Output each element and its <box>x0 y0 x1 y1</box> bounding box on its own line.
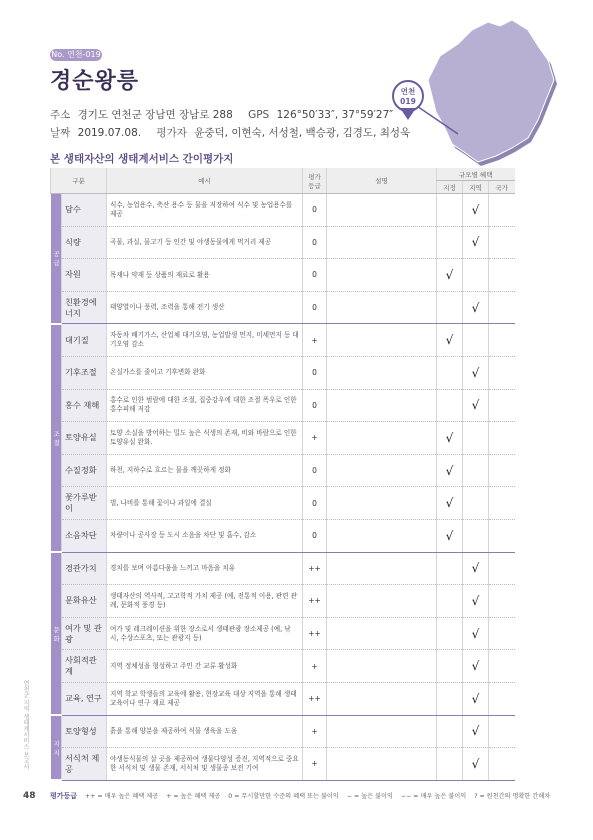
scale-country-cell <box>489 226 515 259</box>
legend-item: + = 높은 혜택 제공 <box>166 793 221 800</box>
check-mark-icon: √ <box>445 528 454 543</box>
service-description <box>327 454 437 487</box>
service-example: 목재나 약재 등 상품의 재료로 활용 <box>107 259 303 292</box>
header-description: 설명 <box>327 168 437 194</box>
scale-national-cell <box>437 715 463 748</box>
service-name: 경관가치 <box>62 552 107 585</box>
service-description <box>327 552 437 585</box>
service-example: 식수, 농업용수, 축산 용수 등 물을 저장하여 식수 및 농업용수를 제공 <box>107 194 303 227</box>
scale-regional-cell <box>463 519 489 552</box>
scale-regional-cell <box>463 748 489 781</box>
service-description <box>327 324 437 357</box>
service-name: 소음차단 <box>62 519 107 552</box>
table-row <box>51 715 515 748</box>
legend-item: ++ = 매우 높은 혜택 제공 <box>85 793 159 800</box>
scale-national-cell <box>437 389 463 422</box>
service-grade: ++ <box>303 682 327 715</box>
table-row <box>51 324 515 357</box>
scale-national-cell <box>437 194 463 227</box>
service-example: 흙을 통해 양분을 제공하여 식물 생육을 도움 <box>107 715 303 748</box>
service-grade: + <box>303 715 327 748</box>
scale-country-cell <box>489 715 515 748</box>
scale-national-cell <box>437 617 463 650</box>
scale-regional-cell <box>463 356 489 389</box>
service-grade: 0 <box>303 259 327 292</box>
header-category: 구분 <box>51 168 107 194</box>
table-row <box>51 356 515 389</box>
asset-number-badge: No. 연천-019 <box>51 50 101 59</box>
header-scale-national: 지정 <box>437 181 463 194</box>
grade-legend <box>50 791 556 801</box>
section-title: 본 생태자산의 생태계서비스 간이평가지 <box>50 153 234 165</box>
service-grade: 0 <box>303 291 327 324</box>
service-description <box>327 748 437 781</box>
service-description <box>327 519 437 552</box>
scale-regional-cell <box>463 552 489 585</box>
service-grade: ++ <box>303 585 327 618</box>
service-example: 벌, 나비를 통해 꽃이나 과일에 결실 <box>107 487 303 520</box>
map-pin-label-2: 019 <box>400 97 416 106</box>
service-name: 홍수 재해 <box>62 389 107 422</box>
service-grade: ++ <box>303 552 327 585</box>
table-row <box>51 194 515 227</box>
scale-regional-cell <box>463 422 489 455</box>
service-example: 자동차 배기가스, 산업체 대기오염, 농업발생 먼지, 미세먼지 등 대기오염 감소 <box>107 324 303 357</box>
service-name: 친환경에너지 <box>62 291 107 324</box>
service-name: 사회적관계 <box>62 650 107 683</box>
scale-national-cell <box>437 748 463 781</box>
service-name: 교육, 연구 <box>62 682 107 715</box>
check-mark-icon: √ <box>471 724 480 739</box>
legend-item: −− = 매우 높은 불이익 <box>400 793 467 800</box>
service-example: 홍수로 인한 범람에 대한 조절, 집중강우에 대한 조절 폭우로 인한 홍수피해 저감 <box>107 389 303 422</box>
scale-country-cell <box>489 356 515 389</box>
date-line <box>50 125 410 140</box>
scale-country-cell <box>489 519 515 552</box>
scale-national-cell <box>437 552 463 585</box>
region-map-shape <box>428 20 554 162</box>
service-name: 기후조절 <box>62 356 107 389</box>
category-group-label: 조절 <box>51 324 62 552</box>
evaluator-label: 평가자 <box>156 127 187 139</box>
table-row <box>51 487 515 520</box>
scale-regional-cell <box>463 617 489 650</box>
check-mark-icon: √ <box>471 593 480 608</box>
legend-item: − = 높은 불이익 <box>346 793 393 800</box>
address-label: 주소 <box>50 109 71 121</box>
service-description <box>327 585 437 618</box>
table-row <box>51 585 515 618</box>
scale-national-cell <box>437 454 463 487</box>
header-example: 예시 <box>107 168 303 194</box>
service-description <box>327 487 437 520</box>
date-label: 날짜 <box>50 127 71 139</box>
scale-country-cell <box>489 552 515 585</box>
service-description <box>327 650 437 683</box>
grade-legend-label: 평가등급 <box>50 792 78 800</box>
check-mark-icon: √ <box>471 691 480 706</box>
scale-country-cell <box>489 389 515 422</box>
service-description <box>327 194 437 227</box>
scale-national-cell <box>437 585 463 618</box>
gps-value: 126°50′33″, 37°59′27″ <box>276 109 394 121</box>
scale-national-cell <box>437 422 463 455</box>
date-value: 2019.07.08. <box>77 127 142 139</box>
service-description <box>327 422 437 455</box>
page-title: 경순왕릉 <box>50 69 140 94</box>
service-example: 온실가스를 줄이고 기후변화 완화 <box>107 356 303 389</box>
table-row <box>51 552 515 585</box>
scale-country-cell <box>489 487 515 520</box>
service-description <box>327 356 437 389</box>
check-mark-icon: √ <box>471 235 480 250</box>
table-row <box>51 389 515 422</box>
scale-country-cell <box>489 454 515 487</box>
page-number: 48 <box>23 791 36 801</box>
service-description <box>327 226 437 259</box>
service-grade: + <box>303 650 327 683</box>
scale-country-cell <box>489 194 515 227</box>
table-row <box>51 454 515 487</box>
category-group-label: 공급 <box>51 194 62 324</box>
check-mark-icon: √ <box>445 496 454 511</box>
category-group-label: 문화 <box>51 552 62 715</box>
check-mark-icon: √ <box>471 659 480 674</box>
service-name: 여가 및 관광 <box>62 617 107 650</box>
service-grade: 0 <box>303 454 327 487</box>
scale-national-cell <box>437 324 463 357</box>
map-pin-icon <box>393 81 423 111</box>
table-row <box>51 226 515 259</box>
side-running-text: 연천군 지역 생태계서비스 보고서 <box>22 680 29 770</box>
service-example: 여가 및 레크레이션을 위한 장소로서 생태관광 장소제공 (예, 낚시, 수상스포츠, 또는 관광지 등) <box>107 617 303 650</box>
service-grade: 0 <box>303 389 327 422</box>
check-mark-icon: √ <box>471 365 480 380</box>
check-mark-icon: √ <box>471 626 480 641</box>
service-name: 수질정화 <box>62 454 107 487</box>
service-name: 꽃가루받이 <box>62 487 107 520</box>
service-example: 지역 학교 학생들의 교육에 활용, 현장교육 대상 지역을 통해 생태교육이나 연구 재료 제공 <box>107 682 303 715</box>
header-scale-regional: 지역 <box>463 181 489 194</box>
address-line <box>50 107 393 122</box>
scale-regional-cell <box>463 259 489 292</box>
check-mark-icon: √ <box>445 267 454 282</box>
scale-country-cell <box>489 291 515 324</box>
service-example: 경치를 보며 아름다움을 느끼고 마음을 치유 <box>107 552 303 585</box>
service-name: 토양형성 <box>62 715 107 748</box>
evaluation-table <box>50 168 515 781</box>
check-mark-icon: √ <box>445 333 454 348</box>
legend-item: ? = 원천간의 명확한 간해차 <box>474 793 551 800</box>
service-grade: 0 <box>303 487 327 520</box>
check-mark-icon: √ <box>471 756 480 771</box>
header-grade: 평가 등급 <box>303 168 327 194</box>
scale-regional-cell <box>463 194 489 227</box>
service-example: 태양열이나 풍력, 조력을 통해 전기 생산 <box>107 291 303 324</box>
scale-national-cell <box>437 650 463 683</box>
table-row <box>51 259 515 292</box>
scale-national-cell <box>437 259 463 292</box>
service-grade: + <box>303 748 327 781</box>
service-grade: 0 <box>303 194 327 227</box>
service-example: 지역 정체성을 형성하고 주민 간 교류 활성화 <box>107 650 303 683</box>
scale-regional-cell <box>463 487 489 520</box>
service-description <box>327 682 437 715</box>
service-example: 곡물, 과실, 물고기 등 인간 및 야생동물에게 먹거리 제공 <box>107 226 303 259</box>
scale-regional-cell <box>463 715 489 748</box>
service-example: 토양 소실을 방어하는 밀도 높은 식생의 존재, 비와 바람으로 인한 토양유실 완화. <box>107 422 303 455</box>
scale-regional-cell <box>463 682 489 715</box>
gps-label: GPS <box>248 109 270 121</box>
scale-regional-cell <box>463 389 489 422</box>
scale-national-cell <box>437 487 463 520</box>
scale-regional-cell <box>463 650 489 683</box>
scale-national-cell <box>437 682 463 715</box>
check-mark-icon: √ <box>471 398 480 413</box>
check-mark-icon: √ <box>471 202 480 217</box>
service-example: 차량이나 공사장 등 도시 소음을 차단 및 흡수, 감소 <box>107 519 303 552</box>
table-row <box>51 519 515 552</box>
scale-country-cell <box>489 422 515 455</box>
service-name: 토양유실 <box>62 422 107 455</box>
check-mark-icon: √ <box>445 430 454 445</box>
table-row <box>51 682 515 715</box>
table-row <box>51 291 515 324</box>
service-name: 서식처 제공 <box>62 748 107 781</box>
scale-regional-cell <box>463 454 489 487</box>
scale-country-cell <box>489 682 515 715</box>
evaluator-names: 윤중덕, 이현숙, 서성철, 백승광, 김경도, 최성욱 <box>194 127 411 139</box>
service-description <box>327 389 437 422</box>
check-mark-icon: √ <box>471 561 480 576</box>
map-pin-label-1: 연천 <box>400 87 416 96</box>
scale-national-cell <box>437 519 463 552</box>
check-mark-icon: √ <box>471 300 480 315</box>
region-map <box>388 16 558 166</box>
scale-country-cell <box>489 748 515 781</box>
table-body <box>51 194 515 781</box>
service-example: 하천, 지하수로 흐르는 물을 깨끗하게 정화 <box>107 454 303 487</box>
service-example: 야생동식물의 살 곳을 제공하여 생물다양성 증진, 지역적으로 중요한 서식처 및 생물 존재, 서식처 및 생물종 보전 기여 <box>107 748 303 781</box>
service-grade: ++ <box>303 617 327 650</box>
scale-national-cell <box>437 291 463 324</box>
service-name: 식량 <box>62 226 107 259</box>
service-description <box>327 259 437 292</box>
scale-country-cell <box>489 585 515 618</box>
service-grade: 0 <box>303 519 327 552</box>
scale-national-cell <box>437 226 463 259</box>
header-scale: 규모별 혜택 <box>437 168 515 181</box>
scale-national-cell <box>437 356 463 389</box>
service-name: 담수 <box>62 194 107 227</box>
service-name: 문화유산 <box>62 585 107 618</box>
category-group-label: 지지 <box>51 715 62 780</box>
header-scale-country: 국가 <box>489 181 515 194</box>
table-row <box>51 748 515 781</box>
address-value: 경기도 연천군 장남면 장남로 288 <box>77 109 233 121</box>
scale-regional-cell <box>463 585 489 618</box>
service-grade: + <box>303 324 327 357</box>
scale-regional-cell <box>463 291 489 324</box>
service-description <box>327 291 437 324</box>
scale-country-cell <box>489 650 515 683</box>
scale-country-cell <box>489 259 515 292</box>
service-grade: 0 <box>303 226 327 259</box>
service-description <box>327 617 437 650</box>
table-row <box>51 422 515 455</box>
scale-country-cell <box>489 324 515 357</box>
check-mark-icon: √ <box>445 463 454 478</box>
service-grade: 0 <box>303 356 327 389</box>
service-description <box>327 715 437 748</box>
service-example: 생태자산의 역사적, 고고학적 가치 제공 (예, 전통적 이용, 관련 관례, 문화적 풍경 등) <box>107 585 303 618</box>
legend-item: 0 = 무시할만한 수준의 혜택 또는 불이익 <box>228 793 339 800</box>
service-name: 대기질 <box>62 324 107 357</box>
scale-country-cell <box>489 617 515 650</box>
service-grade: + <box>303 422 327 455</box>
scale-regional-cell <box>463 226 489 259</box>
table-row <box>51 617 515 650</box>
table-row <box>51 650 515 683</box>
scale-regional-cell <box>463 324 489 357</box>
service-name: 자원 <box>62 259 107 292</box>
